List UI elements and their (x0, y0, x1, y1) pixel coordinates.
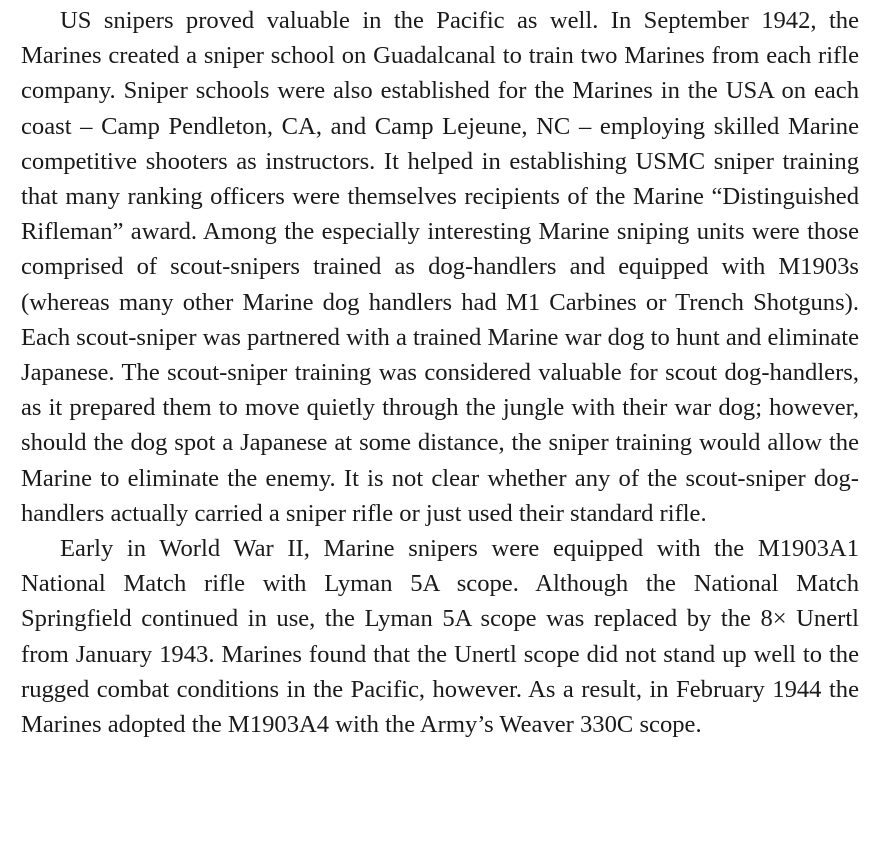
paragraph-sniper-rifles-scopes: Early in World War II, Marine snipers were equipped with the M1903A1 National Match rifle with Lyman 5A scope. Although the National Match Springfield continued in use, the Lyman 5A scope was replaced by the 8× Unertl from January 1943. Marines found that the Unertl scope did not stand up well to the rugged combat conditions in the Pacific, however. As a result, in February 1944 the Marines adopted the M1903A4 with the Army’s Weaver 330C scope. (21, 535, 859, 739)
paragraph-usmc-sniper-schools: US snipers proved valuable in the Pacific as well. In September 1942, the Marines created a sniper school on Guadalcanal to train two Marines from each rifle company. Sniper schools were also established for the Marines in the USA on each coast – Camp Pendleton, CA, and Camp Lejeune, NC – employing skilled Marine competitive shooters as instructors. It helped in establishing USMC sniper training that many ranking officers were themselves recipients of the Marine “Distinguished Rifleman” award. Among the especially interesting Marine sniping units were those comprised of scout-snipers trained as dog-handlers and equipped with M1903s (whereas many other Marine dog handlers had M1 Carbines or Trench Shotguns). Each scout-sniper was partnered with a trained Marine war dog to hunt and eliminate Japanese. The scout-sniper training was considered valuable for scout dog-handlers, as it prepared them to move quietly through the jungle with their war dog; however, should the dog spot a Japanese at some distance, the sniper training would allow the Marine to eliminate the enemy. It is not clear whether any of the scout-sniper dog-handlers actually carried a sniper rifle or just used their standard rifle. (21, 7, 859, 527)
